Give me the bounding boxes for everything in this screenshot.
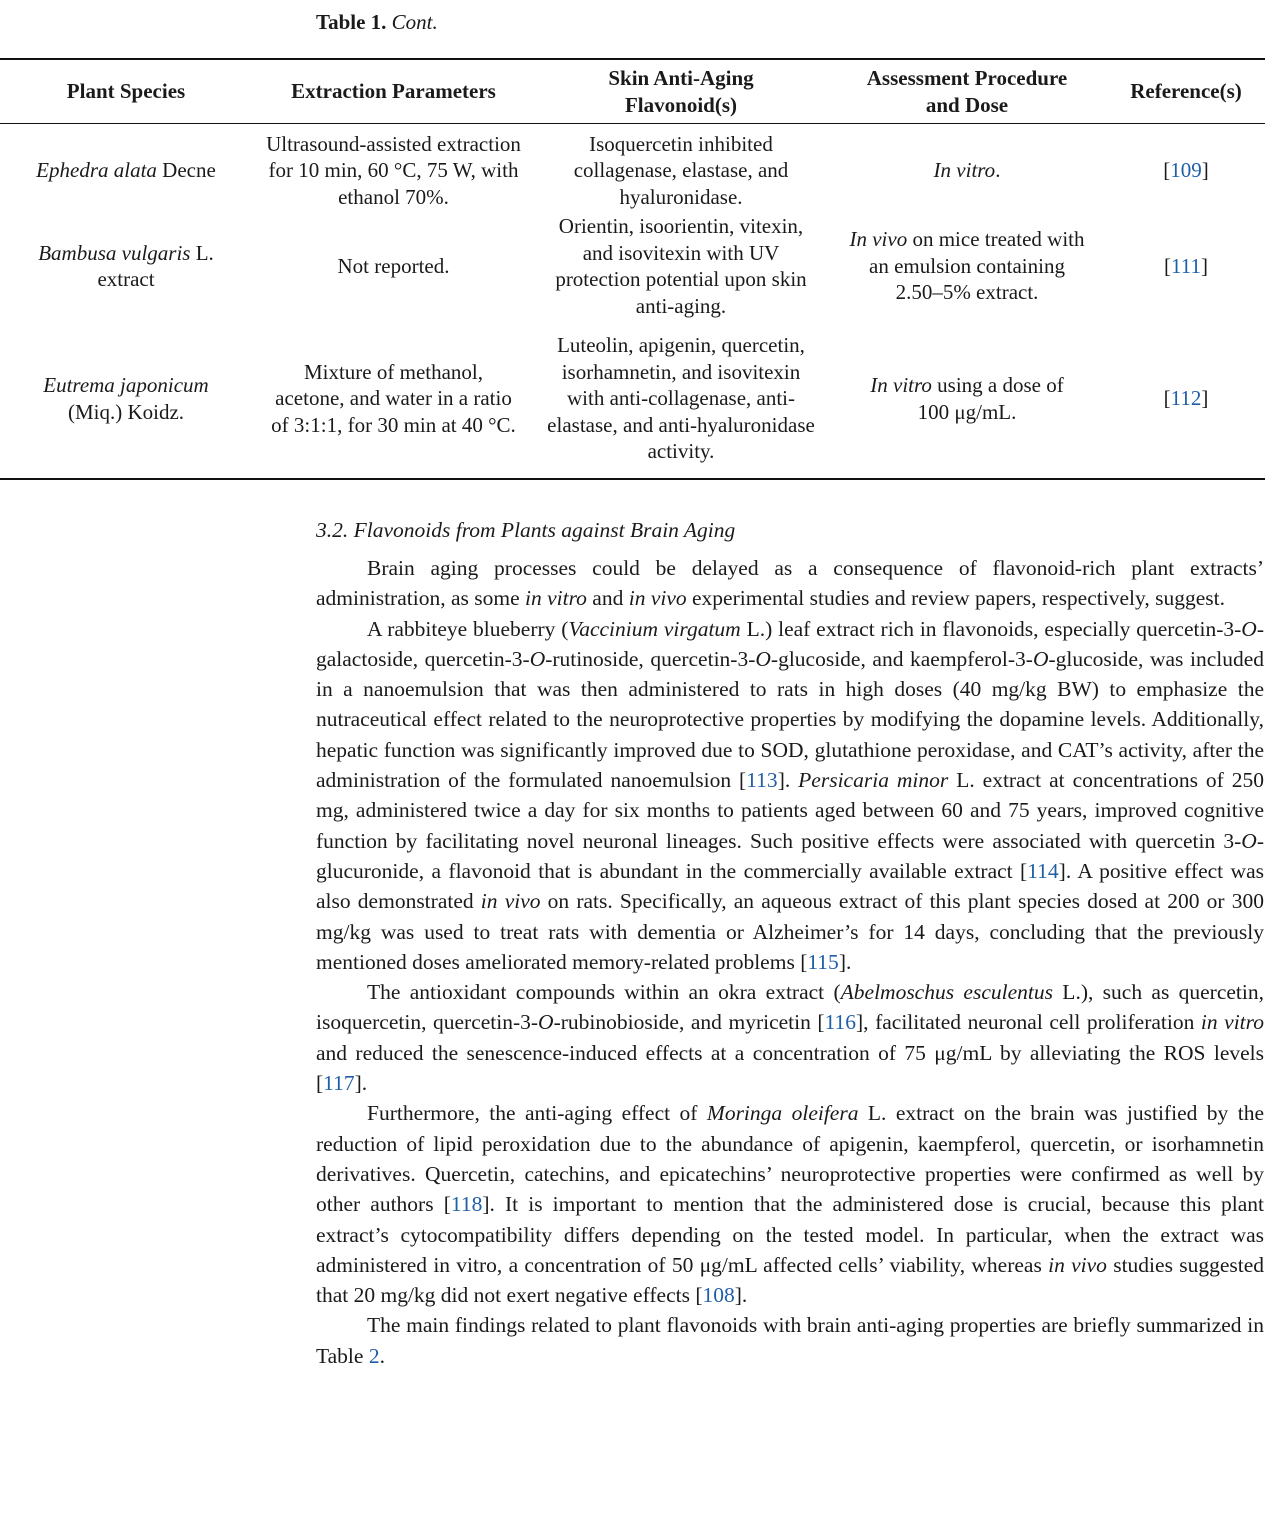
text-run: studies suggested that 20 mg/kg did not exert negative effects [ bbox=[316, 1252, 1264, 1308]
assessment-detail: . bbox=[995, 158, 1001, 183]
italic-term: Moringa oleifera bbox=[706, 1101, 859, 1126]
paragraph-3 bbox=[316, 977, 1264, 1098]
header-extraction-parameters: Extraction Parameters bbox=[252, 59, 535, 124]
cell-species bbox=[0, 124, 252, 214]
italic-term: O bbox=[1241, 616, 1257, 641]
table-caption bbox=[316, 8, 438, 36]
species-name: Ephedra alata bbox=[36, 158, 157, 183]
italic-term: in vivo bbox=[1048, 1252, 1107, 1277]
cell-assessment bbox=[827, 213, 1107, 319]
text-run: The antioxidant compounds within an okra extract ( bbox=[367, 980, 841, 1005]
italic-term: in vivo bbox=[480, 889, 541, 914]
cell-flavonoids: Orientin, isoorientin, vitexin, and isovitexin with UV protection potential upon skin anti-aging. bbox=[555, 214, 807, 318]
italic-term: O bbox=[529, 646, 546, 671]
italic-term: in vivo bbox=[628, 586, 687, 611]
text-run: Furthermore, the anti-aging effect of bbox=[367, 1101, 707, 1126]
cell-reference bbox=[1107, 319, 1265, 479]
table-row bbox=[0, 213, 1265, 319]
cell-extraction: Mixture of methanol, acetone, and water in a ratio of 3:1:1, for 30 min at 40 °C. bbox=[252, 319, 535, 479]
header-plant-species: Plant Species bbox=[0, 59, 252, 124]
header-flavonoids bbox=[535, 59, 827, 124]
header-assessment-line1: Assessment Procedure bbox=[866, 66, 1068, 90]
text-run: A rabbiteye blueberry ( bbox=[367, 616, 569, 641]
text-run: and reduced the senescence-induced effects at a concentration of 75 μg/mL by alleviating the ROS levels [ bbox=[316, 1040, 1264, 1096]
italic-term: Vaccinium virgatum bbox=[568, 616, 741, 641]
text-run: ]. It is important to mention that the administered dose is crucial, because this plant extract’s cytocompatibility differs depending on the tested model. In particular, when the extract was administered in vitro, a concentration of 50 μg/mL affected cells’ viability, whereas bbox=[316, 1192, 1264, 1277]
italic-term: O bbox=[538, 1010, 554, 1035]
reference-link[interactable]: 114 bbox=[1027, 858, 1059, 883]
cell-assessment bbox=[827, 124, 1107, 214]
text-run: ]. bbox=[354, 1071, 368, 1096]
italic-term: in vitro bbox=[525, 586, 587, 611]
header-flavonoids-line2: Flavonoid(s) bbox=[624, 92, 737, 117]
cell-flavonoids: Luteolin, apigenin, quercetin, isorhamnetin, and isovitexin with anti-collagenase, anti-elastase, and anti-hyaluronidase activity. bbox=[535, 319, 827, 479]
table-caption-cont: Cont. bbox=[391, 10, 438, 34]
italic-term: in vitro bbox=[1200, 1010, 1264, 1035]
reference-link[interactable]: 2 bbox=[368, 1343, 380, 1368]
italic-term: O bbox=[755, 646, 771, 671]
header-assessment-line2: and Dose bbox=[925, 92, 1009, 117]
header-assessment bbox=[827, 59, 1107, 124]
species-authority: Decne bbox=[156, 158, 216, 183]
text-run: ], facilitated neuronal cell proliferation bbox=[856, 1010, 1201, 1035]
text-run: ]. bbox=[777, 768, 799, 793]
text-run: L. extract at concentrations of 250 mg, administered twice a day for six months to patients aged between 60 and 75 years, improved cognitive function by facilitating novel neuronal lineages. Such positive effects were associated with quercetin 3- bbox=[316, 768, 1264, 853]
reference-link[interactable]: 118 bbox=[450, 1192, 483, 1217]
cell-reference bbox=[1107, 213, 1265, 319]
italic-term: O bbox=[1032, 646, 1049, 671]
reference-link[interactable]: 109 bbox=[1170, 158, 1202, 183]
body-text bbox=[316, 553, 1264, 1371]
text-run: ]. bbox=[838, 949, 852, 974]
species-authority: L. extract bbox=[97, 240, 214, 291]
cell-reference bbox=[1107, 124, 1265, 214]
paragraph-5 bbox=[316, 1310, 1264, 1371]
text-run: -glucoside, was included in a nanoemulsion that was then administered to rats in high doses (40 mg/kg BW) to emphasize the nutraceutical effect related to the neuroprotective properties by modifying the dopamine levels. Additionally, hepatic function was significantly improved due to SOD, glutathione peroxidase, and CAT’s activity, after the administration of the formulated nanoemulsion [ bbox=[316, 646, 1265, 793]
text-run: . bbox=[379, 1343, 385, 1368]
cell-flavonoids: Isoquercetin inhibited collagenase, elastase, and hyaluronidase. bbox=[573, 131, 789, 209]
text-run: L. extract on the brain was justified by the reduction of lipid peroxidation due to the abundance of apigenin, kaempferol, quercetin, or isorhamnetin derivatives. Quercetin, catechins, and epicatechins’ neuroprotective properties were confirmed as well by other authors [ bbox=[316, 1101, 1264, 1217]
text-run: L.), such as quercetin, isoquercetin, quercetin-3- bbox=[316, 980, 1264, 1035]
italic-term: O bbox=[1241, 828, 1257, 853]
paragraph-1 bbox=[316, 553, 1264, 614]
species-name: Bambusa vulgaris bbox=[38, 240, 191, 265]
italic-term: Abelmoschus esculentus bbox=[840, 980, 1053, 1005]
header-flavonoids-line1: Skin Anti-Aging bbox=[608, 66, 754, 90]
text-run: Brain aging processes could be delayed as a consequence of flavonoid-rich plant extracts’ administration, as some bbox=[316, 556, 1264, 611]
cell-assessment bbox=[827, 319, 1107, 479]
assessment-method: In vitro bbox=[933, 158, 996, 183]
reference-link[interactable]: 112 bbox=[1170, 386, 1202, 411]
reference-link[interactable]: 117 bbox=[323, 1071, 355, 1096]
cell-extraction: Ultrasound-assisted extraction for 10 min, 60 °C, 75 W, with ethanol 70%. bbox=[266, 131, 521, 209]
ref-bracket-open: [ bbox=[1163, 386, 1171, 411]
text-run: -rubinobioside, and myricetin [ bbox=[553, 1010, 825, 1035]
assessment-method: In vivo bbox=[849, 227, 908, 252]
table-header-row bbox=[0, 59, 1265, 124]
ref-bracket-close: ] bbox=[1201, 386, 1209, 411]
section-heading: 3.2. Flavonoids from Plants against Brain Aging bbox=[316, 518, 736, 542]
header-references: Reference(s) bbox=[1107, 59, 1265, 124]
reference-link[interactable]: 115 bbox=[807, 949, 839, 974]
text-run: -glucuronide, a flavonoid that is abundant in the commercially available extract [ bbox=[316, 828, 1264, 883]
cell-species bbox=[0, 213, 252, 319]
cell-species bbox=[0, 319, 252, 479]
reference-link[interactable]: 111 bbox=[1171, 253, 1201, 278]
ref-bracket-open: [ bbox=[1164, 253, 1172, 278]
ref-bracket-close: ] bbox=[1201, 158, 1209, 183]
assessment-detail: on mice treated with an emulsion containing 2.50–5% extract. bbox=[869, 227, 1085, 305]
ref-bracket-open: [ bbox=[1163, 158, 1171, 183]
reference-link[interactable]: 113 bbox=[746, 768, 778, 793]
assessment-method: In vitro bbox=[870, 373, 932, 397]
cell-extraction: Not reported. bbox=[337, 253, 450, 278]
reference-link[interactable]: 116 bbox=[824, 1010, 857, 1035]
flavonoid-table bbox=[0, 58, 1265, 480]
text-run: ]. A positive effect was also demonstrated bbox=[316, 858, 1264, 914]
species-authority: (Miq.) Koidz. bbox=[67, 399, 185, 424]
paragraph-4 bbox=[316, 1098, 1264, 1310]
table-caption-label: Table 1. bbox=[316, 10, 387, 34]
paragraph-2 bbox=[316, 614, 1264, 978]
text-run: ]. bbox=[734, 1283, 748, 1308]
text-run: The main findings related to plant flavonoids with brain anti-aging properties are briefly summarized in Table bbox=[316, 1313, 1264, 1368]
text-run: on rats. Specifically, an aqueous extract of this plant species dosed at 200 or 300 mg/kg was used to treat rats with dementia or Alzheimer’s for 14 days, concluding that the previously mentioned doses ameliorated memory-related problems [ bbox=[316, 889, 1264, 974]
ref-bracket-close: ] bbox=[1200, 253, 1208, 278]
table-row bbox=[0, 319, 1265, 479]
text-run: and bbox=[586, 586, 629, 611]
text-run: experimental studies and review papers, respectively, suggest. bbox=[686, 586, 1225, 611]
species-name: Eutrema japonicum bbox=[43, 373, 209, 397]
text-run: -galactoside, quercetin-3- bbox=[316, 616, 1264, 671]
text-run: L.) leaf extract rich in flavonoids, especially quercetin-3- bbox=[740, 616, 1242, 641]
reference-link[interactable]: 108 bbox=[702, 1283, 735, 1308]
assessment-detail: using a dose of 100 μg/mL. bbox=[917, 373, 1064, 424]
italic-term: Persicaria minor bbox=[798, 768, 949, 793]
table-row bbox=[0, 124, 1265, 214]
text-run: -glucoside, and kaempferol-3- bbox=[770, 646, 1033, 671]
text-run: -rutinoside, quercetin-3- bbox=[545, 646, 756, 671]
